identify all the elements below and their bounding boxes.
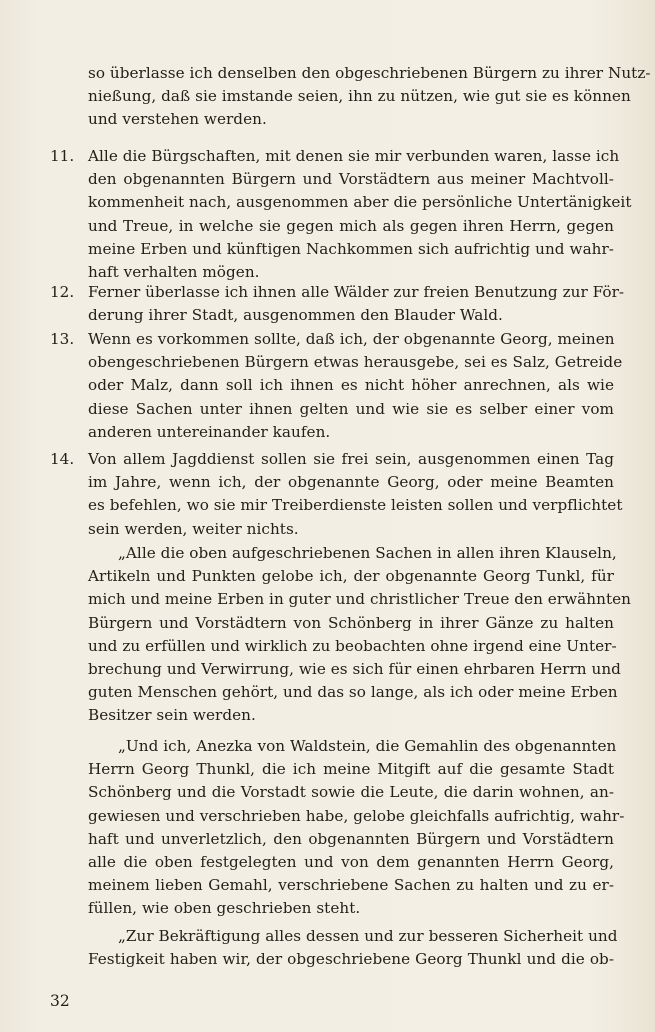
text-line: es befehlen, wo sie mir Treiberdienste leisten sollen und verpflichtet: [88, 496, 623, 515]
paragraph-number: 13.: [50, 330, 75, 348]
text-line: so überlasse ich denselben den obgeschriebenen Bürgern zu ihrer Nutz-: [88, 64, 651, 82]
text-line: und Treue, in welche sie gegen mich als gegen ihren Herrn, gegen: [88, 216, 614, 235]
text-line: den obgenannten Bürgern und Vorstädtern aus meiner Machtvoll-: [88, 170, 614, 189]
text-line: alle die oben festgelegten und von dem genannten Herrn Georg,: [88, 853, 614, 871]
text-line: mich und meine Erben in guter und christlicher Treue den erwähnten: [88, 590, 631, 609]
text-line: und verstehen werden.: [88, 110, 267, 129]
text-line: „Alle die oben aufgeschriebenen Sachen in allen ihren Klauseln,: [118, 544, 617, 562]
text-line: gewiesen und verschrieben habe, gelobe gleichfalls aufrichtig, wahr-: [88, 806, 625, 825]
text-line: im Jahre, wenn ich, der obgenannte Georg, oder meine Beamten: [88, 473, 614, 492]
text-line: haft verhalten mögen.: [88, 263, 260, 281]
text-line: Besitzer sein werden.: [88, 706, 256, 725]
text-line: Schönberg und die Vorstadt sowie die Leute, die darin wohnen, an-: [88, 783, 614, 802]
text-line: Artikeln und Punkten gelobe ich, der obgenannte Georg Tunkl, für: [88, 567, 614, 586]
text-line: Herrn Georg Thunkl, die ich meine Mitgift auf die gesamte Stadt: [88, 760, 614, 779]
page-number: 32: [50, 992, 70, 1010]
text-line: füllen, wie oben geschrieben steht.: [88, 899, 361, 918]
text-line: haft und unverletzlich, den obgenannten Bürgern und Vorstädtern: [88, 829, 614, 848]
text-line: Alle die Bürgschaften, mit denen sie mir verbunden waren, lasse ich: [88, 147, 620, 165]
text-line: kommenheit nach, ausgenommen aber die persönliche Untertänigkeit: [88, 193, 632, 212]
text-line: und zu erfüllen und wirklich zu beobachten ohne irgend eine Unter-: [88, 636, 617, 655]
text-line: anderen untereinander kaufen.: [88, 422, 331, 441]
text-line: Bürgern und Vorstädtern von Schönberg in ihrer Gänze zu halten: [88, 613, 614, 632]
paragraph-number: 11.: [50, 147, 75, 165]
text-line: „Und ich, Anezka von Waldstein, die Gemahlin des obgenannten: [118, 737, 617, 755]
text-line: obengeschriebenen Bürgern etwas herausgebe, sei es Salz, Getreide: [88, 353, 623, 372]
text-line: derung ihrer Stadt, ausgenommen den Blauder Wald.: [88, 306, 503, 325]
text-line: nießung, daß sie imstande seien, ihn zu nützen, wie gut sie es können: [88, 87, 631, 106]
text-line: meine Erben und künftigen Nachkommen sich aufrichtig und wahr-: [88, 239, 614, 258]
text-line: guten Menschen gehört, und das so lange, als ich oder meine Erben: [88, 683, 618, 702]
text-line: Von allem Jagddienst sollen sie frei sein, ausgenommen einen Tag: [88, 450, 614, 468]
paragraph-number: 12.: [50, 283, 75, 301]
text-line: diese Sachen unter ihnen gelten und wie sie es selber einer vom: [88, 399, 614, 418]
text-line: Wenn es vorkommen sollte, daß ich, der obgenannte Georg, meinen: [88, 330, 615, 348]
text-line: sein werden, weiter nichts.: [88, 519, 299, 538]
text-line: brechung und Verwirrung, wie es sich für einen ehrbaren Herrn und: [88, 660, 621, 678]
text-line: oder Malz, dann soll ich ihnen es nicht höher anrechnen, als wie: [88, 376, 614, 395]
text-line: meinem lieben Gemahl, verschriebene Sachen zu halten und zu er-: [88, 876, 614, 895]
text-line: Festigkeit haben wir, der obgeschriebene Georg Thunkl und die ob-: [88, 950, 614, 969]
paragraph-number: 14.: [50, 450, 75, 468]
text-line: „Zur Bekräftigung alles dessen und zur besseren Sicherheit und: [118, 927, 618, 945]
text-line: Ferner überlasse ich ihnen alle Wälder zur freien Benutzung zur För-: [88, 283, 625, 301]
